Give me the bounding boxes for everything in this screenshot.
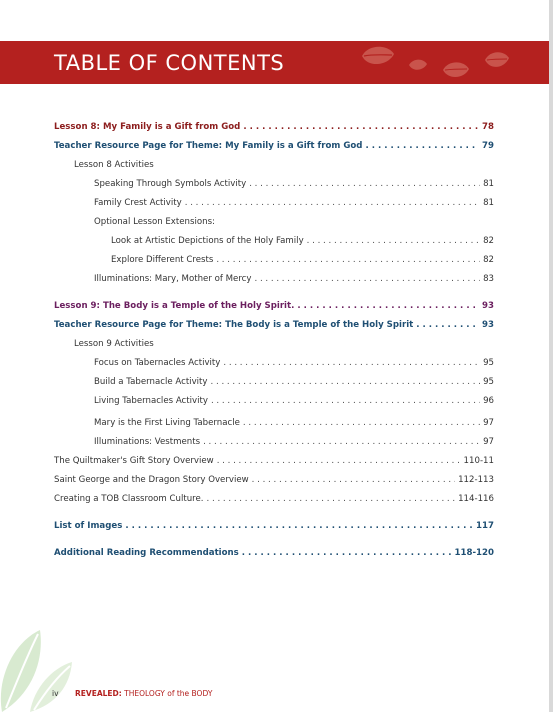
toc-entry[interactable]: Lesson 9: The Body is a Temple of the Holy Spirit. . . . 93 (54, 300, 494, 312)
leaf-decoration-icon (483, 50, 511, 70)
leaf-decoration-icon (441, 60, 471, 80)
toc-entry[interactable]: Illuminations: Mary, Mother of Mercy . . . 83 (94, 273, 494, 285)
toc-entry[interactable]: Teacher Resource Page for Theme: The Body is a Temple of the Holy Spirit . . . 93 (54, 319, 494, 331)
toc-entry[interactable]: List of Images . . . 117 (54, 520, 494, 532)
page-title: TABLE OF CONTENTS (54, 51, 285, 75)
toc-entry[interactable]: Additional Reading Recommendations . . . 118-120 (54, 547, 494, 559)
footer-brand: REVEALED: THEOLOGY of the BODY (75, 689, 213, 698)
leaf-decoration-icon (360, 44, 396, 68)
toc-entry[interactable]: Family Crest Activity . . . 81 (94, 197, 494, 209)
toc-entry[interactable]: Illuminations: Vestments . . . 97 (94, 436, 494, 448)
toc-entry[interactable]: Saint George and the Dragon Story Overview . . . 112-113 (54, 474, 494, 486)
footer-page-number: iv (52, 689, 59, 698)
leaf-decoration-icon (408, 58, 428, 72)
toc-section-label: Optional Lesson Extensions: (94, 217, 215, 227)
page-edge (549, 0, 553, 712)
toc-entry[interactable]: Speaking Through Symbols Activity . . . 81 (94, 178, 494, 190)
toc-entry[interactable]: Living Tabernacles Activity . . . 96 (94, 395, 494, 407)
toc-entry[interactable]: The Quiltmaker's Gift Story Overview . . . 110-11 (54, 455, 494, 467)
toc-entry[interactable]: Focus on Tabernacles Activity . . . 95 (94, 357, 494, 369)
toc-entry[interactable]: Mary is the First Living Tabernacle . . . 97 (94, 417, 494, 429)
toc-entry[interactable]: Build a Tabernacle Activity . . . 95 (94, 376, 494, 388)
toc-entry[interactable]: Teacher Resource Page for Theme: My Family is a Gift from God . . . 79 (54, 140, 494, 152)
toc-section-label: Lesson 9 Activities (74, 339, 154, 349)
toc-entry[interactable]: Explore Different Crests . . . 82 (111, 254, 494, 266)
leaf-corner-icon (0, 628, 80, 712)
toc-entry[interactable]: Creating a TOB Classroom Culture. . . . 114-116 (54, 493, 494, 505)
toc-entry[interactable]: Look at Artistic Depictions of the Holy Family . . . 82 (111, 235, 494, 247)
toc-section-label: Lesson 8 Activities (74, 160, 154, 170)
toc-entry[interactable]: Lesson 8: My Family is a Gift from God . . . 78 (54, 121, 494, 133)
